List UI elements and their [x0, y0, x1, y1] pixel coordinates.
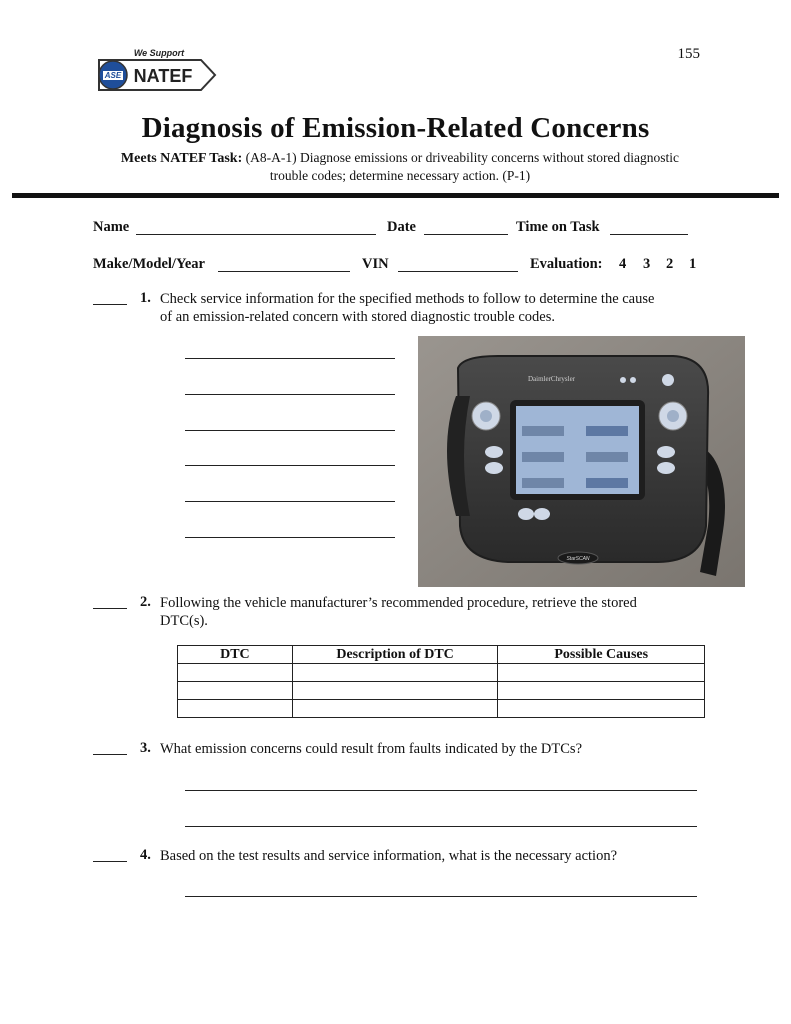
task-text-line1: (A8-A-1) Diagnose emissions or driveability concerns without stored diagnostic	[245, 150, 680, 165]
time-on-task-label: Time on Task	[516, 219, 600, 235]
table-row	[178, 664, 705, 682]
evaluation-score-3[interactable]: 3	[643, 256, 651, 272]
table-cell[interactable]	[178, 700, 293, 718]
table-cell[interactable]	[178, 682, 293, 700]
table-row	[178, 682, 705, 700]
vin-label: VIN	[362, 256, 389, 272]
make-model-year-blank[interactable]	[218, 271, 350, 272]
q3-check-blank[interactable]	[93, 754, 127, 755]
table-row	[178, 700, 705, 718]
table-cell[interactable]	[498, 664, 705, 682]
table-cell[interactable]	[292, 700, 498, 718]
task-description	[60, 149, 740, 184]
q1-text-line1: Check service information for the specified methods to follow to determine the cause	[160, 291, 655, 307]
name-label: Name	[93, 219, 130, 235]
q3-number: 3.	[140, 740, 151, 756]
table-header-row	[178, 646, 705, 664]
table-cell[interactable]	[292, 682, 498, 700]
evaluation-label: Evaluation:	[530, 256, 603, 272]
task-text-line2: trouble codes; determine necessary action. (P-1)	[269, 168, 531, 183]
possible-causes-header: Possible Causes	[498, 646, 705, 664]
q3-answer-line[interactable]	[185, 826, 697, 827]
q4-number: 4.	[140, 847, 151, 863]
q2-number: 2.	[140, 594, 151, 610]
logo-brand-text: NATEF	[133, 66, 193, 86]
q1-answer-line[interactable]	[185, 465, 395, 466]
dtc-table	[177, 645, 705, 718]
q1-text	[160, 290, 654, 326]
q1-answer-line[interactable]	[185, 358, 395, 359]
make-model-year-label: Make/Model/Year	[93, 256, 205, 272]
q1-answer-line[interactable]	[185, 394, 395, 395]
q1-answer-line[interactable]	[185, 501, 395, 502]
page-number: 155	[677, 46, 700, 62]
date-label: Date	[387, 219, 416, 235]
table-cell[interactable]	[498, 700, 705, 718]
evaluation-score-2[interactable]: 2	[666, 256, 674, 272]
tool-model-text: StarSCAN	[566, 556, 590, 562]
dtc-header: DTC	[178, 646, 293, 664]
natef-logo	[93, 42, 221, 108]
description-header: Description of DTC	[292, 646, 498, 664]
q2-text	[160, 594, 637, 630]
q2-text-line1: Following the vehicle manufacturer’s recommended procedure, retrieve the stored	[160, 595, 637, 611]
date-blank[interactable]	[424, 234, 508, 235]
page-title: Diagnosis of Emission-Related Concerns	[141, 112, 650, 144]
scan-tool-photo	[418, 336, 745, 587]
table-cell[interactable]	[498, 682, 705, 700]
q3-text: What emission concerns could result from faults indicated by the DTCs?	[160, 741, 583, 757]
q2-text-line2: DTC(s).	[160, 613, 208, 629]
q1-number: 1.	[140, 290, 151, 306]
vin-blank[interactable]	[398, 271, 518, 272]
logo-support-text: We Support	[133, 48, 185, 58]
q3-answer-line[interactable]	[185, 790, 697, 791]
q4-text: Based on the test results and service information, what is the necessary action?	[160, 848, 618, 864]
table-cell[interactable]	[178, 664, 293, 682]
q1-answer-line[interactable]	[185, 537, 395, 538]
q1-check-blank[interactable]	[93, 304, 127, 305]
q1-text-line2: of an emission-related concern with stored diagnostic trouble codes.	[160, 309, 556, 325]
tool-brand-text: DaimlerChrysler	[528, 375, 576, 383]
task-label: Meets NATEF Task:	[120, 151, 243, 166]
q4-answer-line[interactable]	[185, 896, 697, 897]
q4-check-blank[interactable]	[93, 861, 127, 862]
q1-answer-line[interactable]	[185, 430, 395, 431]
evaluation-score-1[interactable]: 1	[689, 256, 697, 272]
header-rule	[12, 193, 779, 198]
table-cell[interactable]	[292, 664, 498, 682]
time-on-task-blank[interactable]	[610, 234, 688, 235]
name-blank[interactable]	[136, 234, 376, 235]
evaluation-score-4[interactable]: 4	[619, 256, 627, 272]
ase-badge-text: ASE	[104, 71, 122, 80]
q2-check-blank[interactable]	[93, 608, 127, 609]
